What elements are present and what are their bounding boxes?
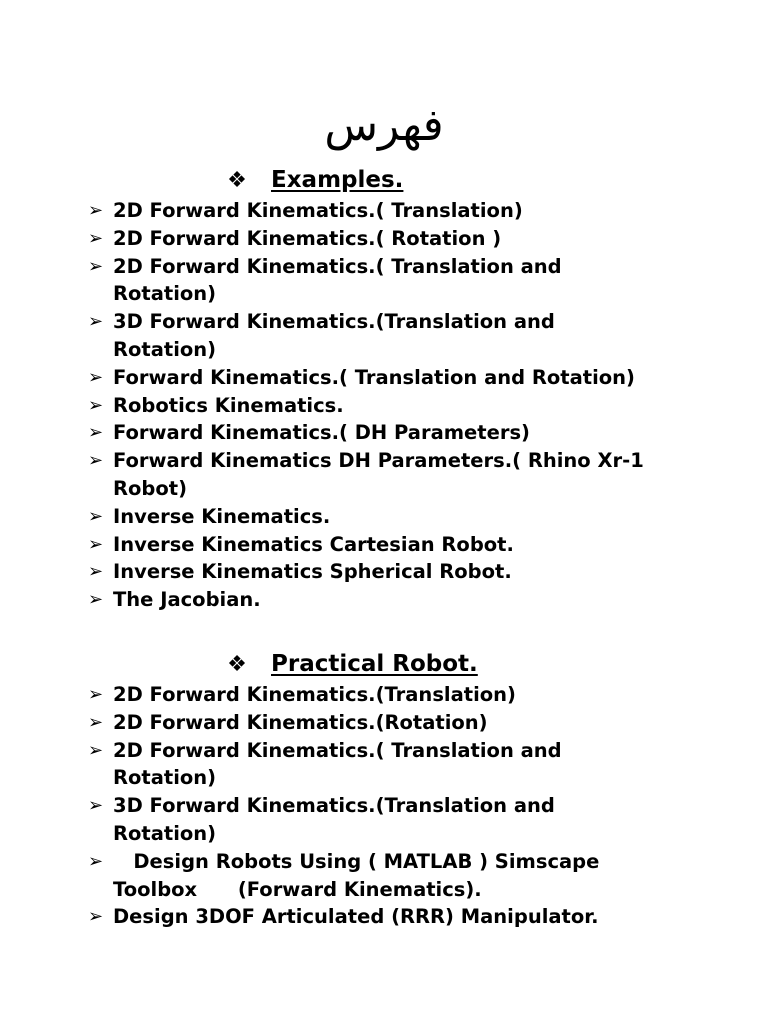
practical-robot-list: [88, 681, 688, 931]
list-item-text: Robotics Kinematics.: [113, 393, 344, 417]
list-item-text: 3D Forward Kinematics.(Translation and Rotation): [113, 794, 555, 845]
arrowhead-right-icon: ➢: [88, 906, 104, 928]
arrowhead-right-icon: ➢: [88, 589, 104, 611]
list-item: [88, 503, 688, 531]
arrowhead-right-icon: ➢: [88, 255, 104, 277]
diamond-four-petal-icon: ❖: [227, 651, 247, 677]
list-item-text: 2D Forward Kinematics.( Translation and Rotation): [113, 254, 562, 306]
list-item-text: The Jacobian.: [113, 588, 261, 612]
list-item: [88, 903, 688, 931]
list-item: [88, 709, 688, 737]
page-title: فهرس: [324, 100, 444, 151]
section-heading-examples: [224, 165, 403, 195]
list-item-text: Forward Kinematics.( Translation and Rotation): [113, 365, 635, 389]
list-item-text: Forward Kinematics DH Parameters.( Rhino Xr-1 Robot): [113, 449, 644, 500]
arrowhead-right-icon: ➢: [88, 450, 104, 472]
list-item: [88, 586, 688, 614]
list-item-text: Inverse Kinematics Spherical Robot.: [113, 560, 512, 584]
list-item: [88, 419, 688, 447]
section-heading-practical-robot: [224, 649, 478, 679]
arrowhead-right-icon: ➢: [88, 739, 104, 761]
list-item-text: Design Robots Using ( MATLAB ) Simscape Toolbox (Forward Kinematics).: [113, 849, 600, 901]
arrowhead-right-icon: ➢: [88, 711, 104, 733]
list-item-text: 2D Forward Kinematics.(Translation): [113, 683, 516, 706]
list-item-text: 2D Forward Kinematics.(Rotation): [113, 710, 488, 734]
list-item: [88, 531, 688, 559]
list-item: [88, 447, 688, 503]
arrowhead-right-icon: ➢: [88, 533, 104, 555]
list-item: [88, 558, 688, 586]
list-item-text: 2D Forward Kinematics.( Translation and Rotation): [113, 738, 562, 790]
arrowhead-right-icon: ➢: [88, 422, 104, 444]
section-heading-text: Examples.: [271, 167, 404, 193]
arrowhead-right-icon: ➢: [88, 366, 104, 388]
list-item: [88, 681, 688, 709]
arrowhead-right-icon: ➢: [88, 227, 104, 249]
list-item: [88, 737, 688, 793]
arrowhead-right-icon: ➢: [88, 505, 104, 527]
list-item: [88, 253, 688, 309]
list-item-text: Inverse Kinematics.: [113, 504, 331, 528]
arrowhead-right-icon: ➢: [88, 850, 104, 872]
list-item: [88, 848, 688, 904]
list-item: [88, 364, 688, 392]
list-item: [88, 792, 688, 848]
list-item-text: 2D Forward Kinematics.( Translation): [113, 199, 523, 222]
arrowhead-right-icon: ➢: [88, 200, 104, 221]
list-item: [88, 308, 688, 364]
list-item-text: 3D Forward Kinematics.(Translation and Rotation): [113, 310, 555, 361]
list-item-text: 2D Forward Kinematics.( Rotation ): [113, 226, 502, 250]
diamond-four-petal-icon: ❖: [227, 167, 247, 193]
arrowhead-right-icon: ➢: [88, 795, 104, 817]
list-item-text: Inverse Kinematics Cartesian Robot.: [113, 532, 514, 556]
section-heading-text: Practical Robot.: [271, 651, 478, 677]
list-item: [88, 197, 688, 225]
list-item: [88, 392, 688, 420]
arrowhead-right-icon: ➢: [88, 684, 104, 705]
arrowhead-right-icon: ➢: [88, 394, 104, 416]
list-item: [88, 225, 688, 253]
arrowhead-right-icon: ➢: [88, 561, 104, 583]
list-item-text: Forward Kinematics.( DH Parameters): [113, 421, 530, 445]
list-item-text: Design 3DOF Articulated (RRR) Manipulator.: [113, 905, 599, 929]
arrowhead-right-icon: ➢: [88, 311, 104, 333]
examples-list: [88, 197, 688, 614]
